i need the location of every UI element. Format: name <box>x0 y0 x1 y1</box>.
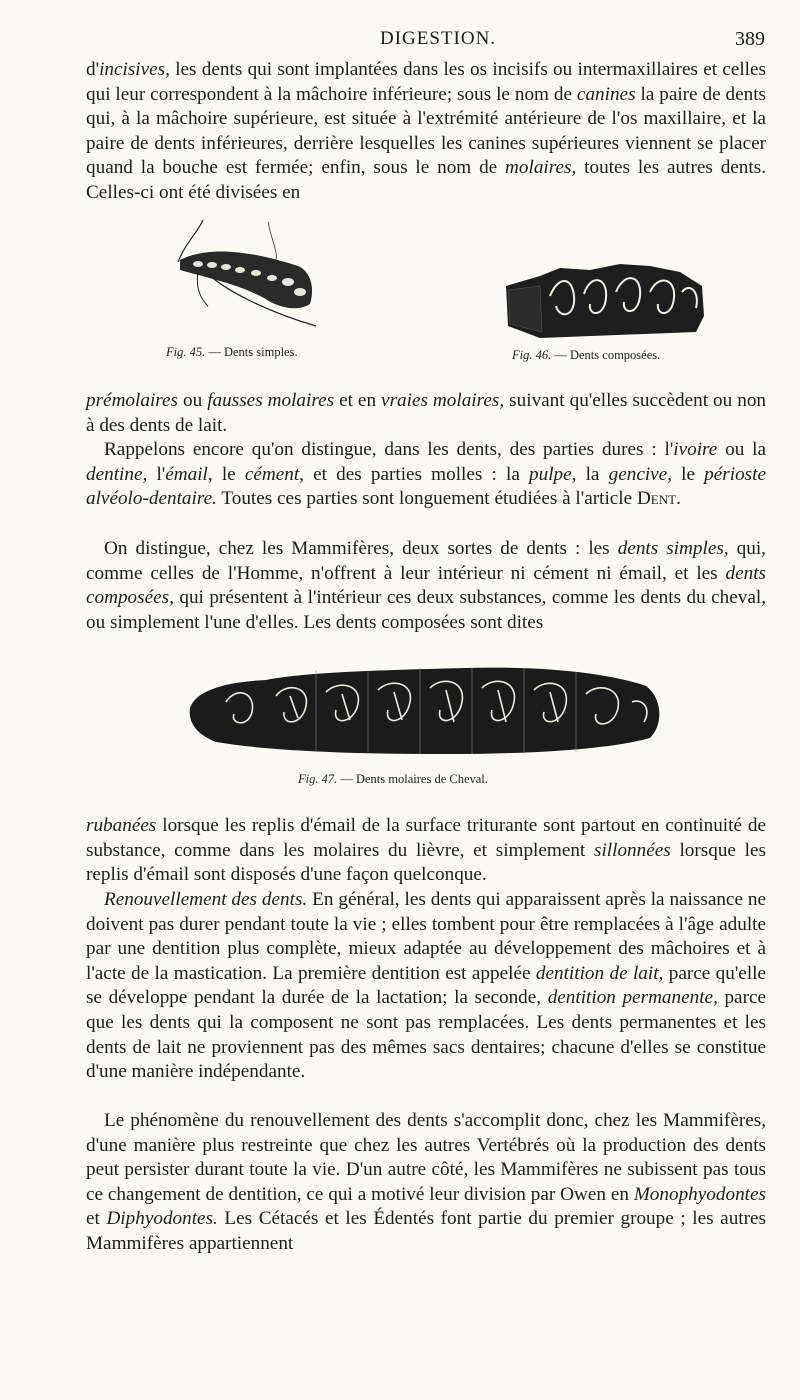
figure-47-caption-text: — Dents molaires de Cheval. <box>340 772 488 786</box>
italic-term: gencive, <box>608 463 672 485</box>
text-run: On distingue, chez les Mammifères, deux sortes de dents : les <box>104 538 618 559</box>
figure-45-caption <box>166 345 298 360</box>
paragraph-phenomene <box>86 1109 766 1257</box>
italic-term: incisives, <box>99 59 170 80</box>
figure-46-caption <box>512 348 660 363</box>
text-run: la <box>576 463 609 485</box>
italic-term: dents composées, <box>86 562 766 609</box>
text-run: d' <box>86 59 100 80</box>
italic-term: dentine, <box>86 463 148 485</box>
text-run: qui, comme celles de l'Homme, n'offrent à leur intérieur ni cément ni émail, et les <box>86 538 766 584</box>
text-run: qui présentent à l'intérieur ces deux substances, comme les dents du cheval, ou simplement l'une d'elles. Les dents composées sont dites <box>86 587 766 633</box>
text-run: le <box>672 463 705 485</box>
text-run: ou la <box>717 439 766 460</box>
italic-term: ivoire <box>673 439 718 460</box>
italic-term: dentition de lait, <box>535 962 664 984</box>
paragraph-incisives <box>86 58 766 206</box>
text-run: lorsque les replis d'émail sont disposés d'une façon quelconque. <box>86 839 766 886</box>
italic-term: fausses molaires <box>207 390 335 411</box>
figure-45-label: Fig. 45. <box>166 345 206 359</box>
text-run: lorsque les replis d'émail de la surface triturante sont partout en continuité de substance, comme dans les molaires du lièvre, et simplement <box>86 815 766 861</box>
compound-teeth-illustration <box>500 256 710 340</box>
running-header <box>0 28 800 54</box>
italic-term: dentition permanente, <box>547 987 718 1009</box>
italic-term: Renouvellement des dents. <box>104 889 308 910</box>
italic-term: canines <box>576 83 636 105</box>
figure-46-compound-teeth <box>500 256 710 340</box>
text-run: Les Cétacés et les Édentés font partie du premier groupe ; les autres Mammifères appartiennent <box>86 1208 766 1254</box>
text-run: et des parties molles : la <box>303 463 529 485</box>
text-run: les dents qui sont implantées dans les os incisifs ou intermaxillaires et celles qui leur correspondent à la mâchoire inférieure; sous le nom de <box>86 59 766 105</box>
paragraph-rubanees <box>86 814 766 888</box>
text-run: En général, les dents qui apparaissent après la naissance ne doivent pas durer pendant toute la vie ; elles tombent pour être remplacées à l'âge adulte par une dentition plus complète, mieux adaptée au développement des mâchoires et à l'acte de la mastication. La première dentition est appelée <box>86 889 766 984</box>
italic-term: dents simples, <box>617 538 729 559</box>
text-run: Le phénomène du renouvellement des dents s'accomplit donc, chez les Mammifères, d'une manière plus restreinte que chez les autres Vertébrés où la production des dents peut persister durant toute la vie. D'un autre côté, les Mammifères ne subissent pas tous ce changement de dentition, ce qui a motivé leur division par Owen en <box>86 1110 766 1205</box>
figure-47-caption <box>298 772 488 787</box>
italic-term: émail, <box>165 463 213 485</box>
italic-term: Diphyodontes. <box>106 1208 218 1230</box>
text-run: l' <box>147 463 166 485</box>
text-run: et en <box>334 390 382 411</box>
text-run: Rappelons encore qu'on distingue, dans les dents, des parties dures : l' <box>104 439 674 460</box>
text-run: la paire de dents qui, à la mâchoire supérieure, est située à l'extrémité antérieure de l'os maxillaire, et la paire de dents inférieures, derrière lesquelles les canines supérieures viennent se placer quand la bouche est fermée; enfin, sous le nom de <box>86 83 767 179</box>
paragraph-renouvellement <box>86 888 766 1085</box>
small-caps-term: Dent. <box>636 488 681 510</box>
italic-term: molaires, <box>505 157 577 179</box>
italic-term: sillonnées <box>593 839 671 861</box>
text-run: ou <box>178 390 208 411</box>
italic-term: rubanées <box>86 815 157 836</box>
italic-term: prémolaires <box>86 390 179 411</box>
paragraph-deux-sortes <box>86 537 766 635</box>
simple-teeth-illustration <box>168 212 328 332</box>
paragraph-premolaires <box>86 389 766 438</box>
text-run: parce qu'elle se développe pendant la durée de la lactation; la seconde, <box>86 962 767 1009</box>
figure-45-caption-text: — Dents simples. <box>208 345 298 359</box>
paragraph-rappelons <box>86 438 766 512</box>
running-title: DIGESTION. <box>380 28 497 49</box>
italic-term: cément, <box>244 463 304 485</box>
text-run: le <box>212 463 245 485</box>
text-run: toutes les autres dents. Celles-ci ont été divisées en <box>86 157 766 203</box>
text-run: Toutes ces parties sont longuement étudiées à l'article <box>216 488 637 510</box>
horse-molars-illustration <box>186 662 666 758</box>
figure-45-simple-teeth <box>168 212 328 332</box>
figure-46-caption-text: — Dents composées. <box>554 348 661 362</box>
italic-term: pulpe, <box>529 463 577 485</box>
page-number: 389 <box>735 28 765 50</box>
italic-term: Monophyodontes <box>633 1183 766 1205</box>
italic-term: vraies molaires, <box>381 390 505 411</box>
figure-47-horse-molars <box>186 662 666 758</box>
figure-46-label: Fig. 46. <box>512 348 552 362</box>
text-run: et <box>86 1208 107 1230</box>
text-run: parce que les dents qui la composent ne sont pas remplacées. Les dents permanentes et les dents de lait ne proviennent pas des mêmes sacs dentaires; chacune d'elles se constitue d'une manière indépendante. <box>86 987 766 1083</box>
figure-47-label: Fig. 47. <box>298 772 338 786</box>
text-run: suivant qu'elles succèdent ou non à des dents de lait. <box>86 390 767 436</box>
italic-term: périoste alvéolo-dentaire. <box>86 463 766 510</box>
